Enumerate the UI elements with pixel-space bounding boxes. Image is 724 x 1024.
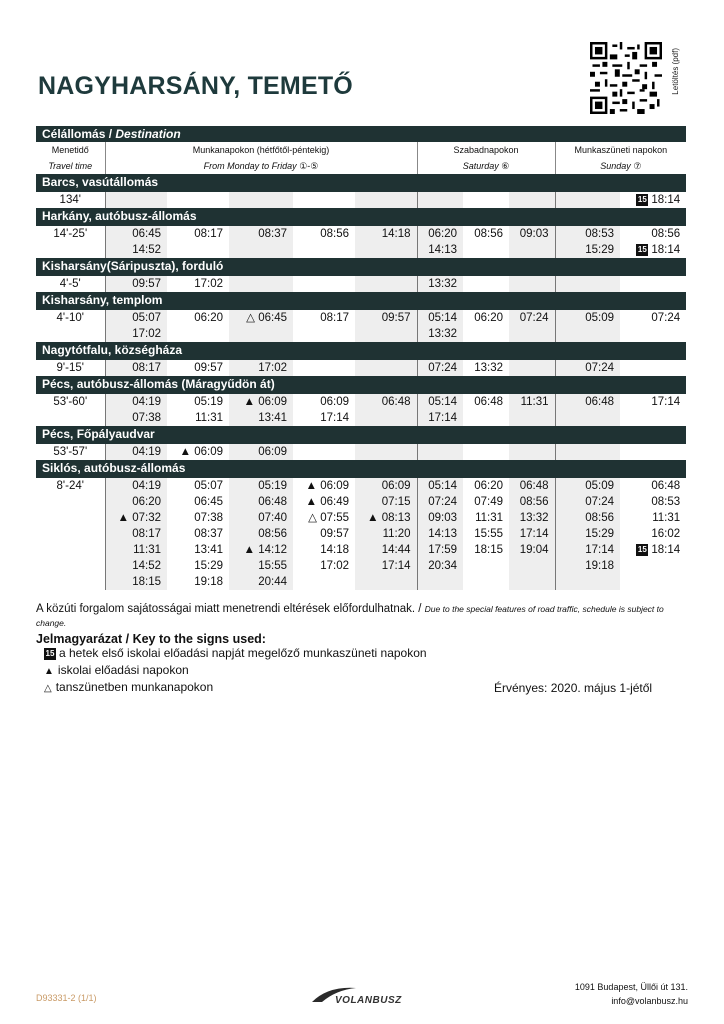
departure-time: [463, 242, 509, 258]
departure-time: 11:31: [652, 512, 681, 524]
departure-time: [463, 326, 509, 342]
departure-time: [509, 191, 555, 208]
badge-15-icon: 15: [637, 244, 647, 254]
departure-time: [555, 191, 620, 208]
departure-time: 06:09: [229, 443, 293, 460]
badge-15-icon: 15: [45, 648, 55, 658]
departure-time: [355, 275, 417, 292]
departure-time: 09:57: [167, 359, 229, 376]
departure-time: 09:03: [417, 510, 463, 526]
travel-time: 53'-60': [36, 393, 105, 410]
departure-time: 19:18: [555, 558, 620, 574]
departure-time: 06:20: [463, 309, 509, 326]
departure-time: 17:02: [167, 275, 229, 292]
qr-code-icon[interactable]: [590, 42, 662, 114]
departure-time: 06:48: [463, 393, 509, 410]
departure-time: 20:44: [229, 574, 293, 590]
departure-time: 05:09: [555, 477, 620, 494]
departure-time: ▲ 06:09: [167, 443, 229, 460]
table-row: [36, 558, 686, 574]
departure-time: 08:56: [555, 510, 620, 526]
departure-time: 17:02: [229, 359, 293, 376]
travel-time-label-hu: Menetidő: [51, 145, 89, 155]
table-row: [36, 309, 686, 326]
departure-time: 19:04: [509, 542, 555, 558]
departure-time: 14:18: [320, 544, 349, 556]
weekday-days: ①-⑤: [299, 161, 319, 171]
departure-time: 06:48: [229, 494, 293, 510]
departure-time: [509, 558, 555, 574]
departure-time: [555, 574, 620, 590]
departure-time: [293, 191, 355, 208]
departure-time: 08:56: [293, 225, 355, 242]
email-link[interactable]: info@volanbusz.hu: [611, 996, 688, 1006]
document-id: D93331-2 (1/1): [36, 993, 97, 1003]
sunday-header: [555, 142, 686, 174]
departure-time: [463, 574, 509, 590]
departure-time: 07:24: [620, 309, 686, 326]
travel-time: 9'-15': [36, 359, 105, 376]
departure-time: 18:15: [105, 574, 167, 590]
table-row: [36, 542, 686, 558]
departure-time: [555, 326, 620, 342]
logo-text: VOLANBUSZ: [335, 995, 402, 1006]
departure-time: 15:29: [194, 560, 223, 572]
departure-time: 06:09: [293, 393, 355, 410]
departure-time: 07:49: [474, 496, 503, 508]
stop-name: Kisharsány, templom: [36, 292, 686, 309]
departure-time: 13:32: [417, 275, 463, 292]
table-row: [36, 526, 686, 542]
table-row: [36, 225, 686, 242]
destination-label-en: Destination: [115, 127, 181, 141]
departure-time: [509, 326, 555, 342]
travel-time: [36, 526, 105, 542]
departure-time: 20:34: [417, 558, 463, 574]
departure-time: [355, 443, 417, 460]
departure-time: [620, 574, 686, 590]
departure-time: 04:19: [105, 443, 167, 460]
legend-text: iskolai előadási napokon: [57, 663, 189, 677]
departure-time: 15:55: [474, 528, 503, 540]
departure-time: [555, 275, 620, 292]
departure-time: 08:56: [509, 494, 555, 510]
table-row: [36, 443, 686, 460]
departure-time: 09:03: [509, 225, 555, 242]
departure-time: [293, 359, 355, 376]
weekday-label-en: From Monday to Friday: [203, 161, 297, 171]
departure-time: [463, 558, 509, 574]
departure-time: 09:57: [320, 528, 349, 540]
departure-time: [293, 326, 355, 342]
departure-time: [105, 191, 167, 208]
travel-time: 4'-10': [36, 309, 105, 326]
departure-time: 07:24: [555, 359, 620, 376]
departure-time: [620, 326, 686, 342]
departure-time: [355, 410, 417, 426]
departure-time: 17:02: [105, 326, 167, 342]
departure-time: 08:17: [105, 526, 167, 542]
departure-time: [620, 242, 686, 258]
departure-time: 09:57: [355, 309, 417, 326]
departure-time: [355, 191, 417, 208]
departure-time: △ 07:55: [308, 512, 349, 524]
departure-time: 05:07: [167, 477, 229, 494]
departure-time: 08:17: [293, 309, 355, 326]
legend-text: tanszünetben munkanapokon: [55, 680, 214, 694]
travel-time-header: [36, 142, 105, 174]
departure-time: 11:31: [105, 542, 167, 558]
table-row: [36, 393, 686, 410]
table-row: [36, 242, 686, 258]
travel-time: 53'-57': [36, 443, 105, 460]
departure-time: [293, 574, 355, 590]
departure-time: 06:45: [105, 225, 167, 242]
table-row: [36, 359, 686, 376]
departure-time: 17:14: [620, 393, 686, 410]
departure-time: 08:56: [620, 225, 686, 242]
departure-time: 11:31: [475, 512, 503, 524]
departure-time: 07:38: [194, 512, 223, 524]
qr-caption[interactable]: Letöltés (pdf): [671, 48, 680, 95]
travel-time: 14'-25': [36, 225, 105, 242]
departure-time: [509, 359, 555, 376]
weekday-header: [105, 142, 417, 174]
departure-time: 13:32: [463, 359, 509, 376]
departure-time: 08:17: [105, 359, 167, 376]
departure-time: 06:48: [620, 477, 686, 494]
departure-time: 14:52: [105, 558, 167, 574]
departure-time: [620, 443, 686, 460]
departure-time: [229, 242, 293, 258]
departure-time: [620, 275, 686, 292]
departure-time: 05:07: [105, 309, 167, 326]
departure-time: [620, 558, 686, 574]
departure-time: 06:48: [509, 477, 555, 494]
departure-time: [620, 359, 686, 376]
departure-time: 05:09: [555, 309, 620, 326]
departure-time: [167, 242, 229, 258]
address-line: 1091 Budapest, Üllői út 131.: [574, 982, 688, 992]
departure-time: 13:41: [194, 544, 223, 556]
stop-name: Kisharsány(Sáripuszta), forduló: [36, 258, 686, 275]
departure-time: [555, 443, 620, 460]
departure-time: 11:31: [509, 393, 555, 410]
legend-title: Jelmagyarázat / Key to the signs used:: [36, 632, 266, 646]
departure-time: 08:56: [229, 526, 293, 542]
departure-time: 06:20: [167, 309, 229, 326]
travel-time: [36, 574, 105, 590]
departure-time: 06:20: [105, 494, 167, 510]
table-row: [36, 477, 686, 494]
travel-time: 4'-5': [36, 275, 105, 292]
departure-time: [167, 326, 229, 342]
stop-name: Nagytótfalu, községháza: [36, 342, 686, 359]
departure-time: 05:19: [229, 477, 293, 494]
company-address: [575, 980, 688, 1008]
filled-triangle-icon: ▲: [44, 666, 54, 677]
departure-time: 13:41: [229, 410, 293, 426]
departure-time: 08:53: [555, 225, 620, 242]
departure-time: 06:20: [463, 477, 509, 494]
departure-time: [229, 326, 293, 342]
departure-time: 17:14: [509, 526, 555, 542]
departure-time: [417, 574, 463, 590]
travel-time-label-en: Travel time: [48, 161, 93, 171]
outline-triangle-icon: △: [44, 683, 52, 694]
departure-time: 13:32: [509, 510, 555, 526]
departure-time: [355, 242, 417, 258]
table-row: [36, 410, 686, 426]
sunday-day: ⑦: [633, 161, 642, 171]
departure-time: 16:02: [651, 528, 681, 540]
page-title: NAGYHARSÁNY, TEMETŐ: [38, 72, 353, 100]
departure-time: 07:24: [509, 309, 555, 326]
legend-item-vacation-workdays: [44, 680, 213, 694]
departure-time: [463, 443, 509, 460]
departure-time: [620, 191, 686, 208]
notice: [36, 602, 686, 630]
badge-15-icon: 15: [637, 544, 647, 554]
departure-time: 13:32: [417, 326, 463, 342]
departure-time: [463, 410, 509, 426]
legend-text: a hetek első iskolai előadási napját megelőző munkaszüneti napokon: [59, 646, 427, 660]
departure-time: [620, 542, 686, 558]
travel-time: [36, 326, 105, 342]
departure-time: 15:55: [229, 558, 293, 574]
notice-en: Due to the special features of road traffic, schedule is subject to change.: [36, 604, 664, 628]
stop-name: Siklós, autóbusz-állomás: [36, 460, 686, 477]
table-row: [36, 275, 686, 292]
departure-time: 15:29: [555, 242, 620, 258]
departure-time: 06:20: [417, 225, 463, 242]
departure-time: 06:09: [355, 477, 417, 494]
departure-time: [555, 410, 620, 426]
departure-time: [417, 443, 463, 460]
travel-time: 134': [36, 191, 105, 208]
departure-time: 15:29: [555, 526, 620, 542]
departure-time: 06:48: [555, 393, 620, 410]
valid-from: Érvényes: 2020. május 1-jétől: [494, 681, 653, 695]
destination-header: [36, 126, 686, 142]
departure-time: ▲ 06:49: [305, 496, 349, 508]
departure-time: [355, 574, 417, 590]
sunday-label-hu: Munkaszüneti napokon: [574, 145, 668, 155]
departure-time: 07:15: [355, 494, 417, 510]
departure-time: 17:02: [320, 560, 349, 572]
departure-time: [509, 242, 555, 258]
notice-hu: A közúti forgalom sajátosságai miatt menetrendi eltérések előfordulhatnak. /: [36, 603, 422, 615]
departure-time-value: 18:14: [651, 244, 681, 256]
departure-time: [620, 410, 686, 426]
departure-time: 18:15: [474, 544, 503, 556]
saturday-header: [417, 142, 555, 174]
sunday-label-en: Sunday: [600, 161, 631, 171]
departure-time: [509, 275, 555, 292]
departure-time-value: 18:14: [651, 544, 681, 556]
departure-time-value: 18:14: [651, 194, 681, 206]
departure-time: [417, 191, 463, 208]
departure-time: 07:24: [555, 494, 620, 510]
departure-time: [229, 275, 293, 292]
departure-time: 08:37: [229, 225, 293, 242]
departure-time: ▲ 06:09: [293, 477, 355, 494]
departure-time: 04:19: [105, 477, 167, 494]
departure-time: 14:18: [355, 225, 417, 242]
departure-time: [229, 191, 293, 208]
departure-time: ▲ 14:12: [229, 542, 293, 558]
saturday-label-hu: Szabadnapokon: [453, 145, 519, 155]
departure-time: 17:14: [320, 412, 349, 424]
departure-time: ▲ 06:09: [229, 393, 293, 410]
stop-name: Barcs, vasútállomás: [36, 174, 686, 191]
table-row: [36, 510, 686, 526]
departure-time: 08:56: [463, 225, 509, 242]
departure-time: ▲ 08:13: [355, 510, 417, 526]
departure-time: 09:57: [105, 275, 167, 292]
departure-time: [293, 275, 355, 292]
departure-time: [463, 275, 509, 292]
departure-time: [509, 574, 555, 590]
travel-time: [36, 558, 105, 574]
table-row: [36, 494, 686, 510]
travel-time: [36, 410, 105, 426]
departure-time: [355, 359, 417, 376]
departure-time: 08:37: [194, 528, 223, 540]
legend-item-school-days: [44, 663, 189, 677]
departure-time: 17:14: [555, 542, 620, 558]
departure-time: 05:14: [417, 309, 463, 326]
departure-time: 11:20: [355, 526, 417, 542]
departure-time: 14:52: [105, 242, 167, 258]
departure-time: △ 06:45: [229, 309, 293, 326]
departure-time: 05:14: [417, 393, 463, 410]
departure-time: [293, 242, 355, 258]
travel-time: [36, 494, 105, 510]
departure-time: 14:13: [417, 526, 463, 542]
departure-time: ▲ 07:32: [105, 510, 167, 526]
departure-time: [509, 443, 555, 460]
table-row: [36, 574, 686, 590]
travel-time: [36, 542, 105, 558]
timetable: [36, 126, 686, 590]
stop-name: Pécs, autóbusz-állomás (Máragyűdön át): [36, 376, 686, 393]
departure-time: 14:44: [355, 542, 417, 558]
departure-time: 06:45: [194, 496, 223, 508]
departure-time: 17:14: [355, 558, 417, 574]
departure-time: 17:59: [417, 542, 463, 558]
departure-time: 07:40: [229, 510, 293, 526]
departure-time: 07:38: [105, 410, 167, 426]
departure-time: 11:31: [195, 412, 223, 424]
departure-time: 06:48: [355, 393, 417, 410]
departure-time: 17:14: [417, 410, 463, 426]
departure-time: [509, 410, 555, 426]
legend-item-school-holiday: [44, 646, 427, 660]
travel-time: [36, 242, 105, 258]
departure-time: 08:53: [651, 496, 681, 508]
departure-time: 08:17: [167, 225, 229, 242]
departure-time: 04:19: [105, 393, 167, 410]
departure-time: 05:19: [167, 393, 229, 410]
departure-time: 07:24: [417, 359, 463, 376]
destination-label-hu: Célállomás /: [42, 127, 113, 141]
departure-time: [167, 191, 229, 208]
departure-time: 14:13: [417, 242, 463, 258]
badge-15-icon: 15: [637, 194, 647, 204]
table-row: [36, 326, 686, 342]
stop-name: Pécs, Főpályaudvar: [36, 426, 686, 443]
departure-time: [355, 326, 417, 342]
saturday-day: ⑥: [501, 161, 510, 171]
travel-time: [36, 510, 105, 526]
departure-time: 07:24: [417, 494, 463, 510]
table-row: [36, 191, 686, 208]
departure-time: [293, 443, 355, 460]
weekday-label-hu: Munkanapokon (hétfőtől-péntekig): [192, 145, 330, 155]
travel-time: 8'-24': [36, 477, 105, 494]
departure-time: 05:14: [417, 477, 463, 494]
saturday-label-en: Saturday: [462, 161, 499, 171]
departure-time: 19:18: [194, 576, 223, 588]
stop-name: Harkány, autóbusz-állomás: [36, 208, 686, 225]
departure-time: [463, 191, 509, 208]
